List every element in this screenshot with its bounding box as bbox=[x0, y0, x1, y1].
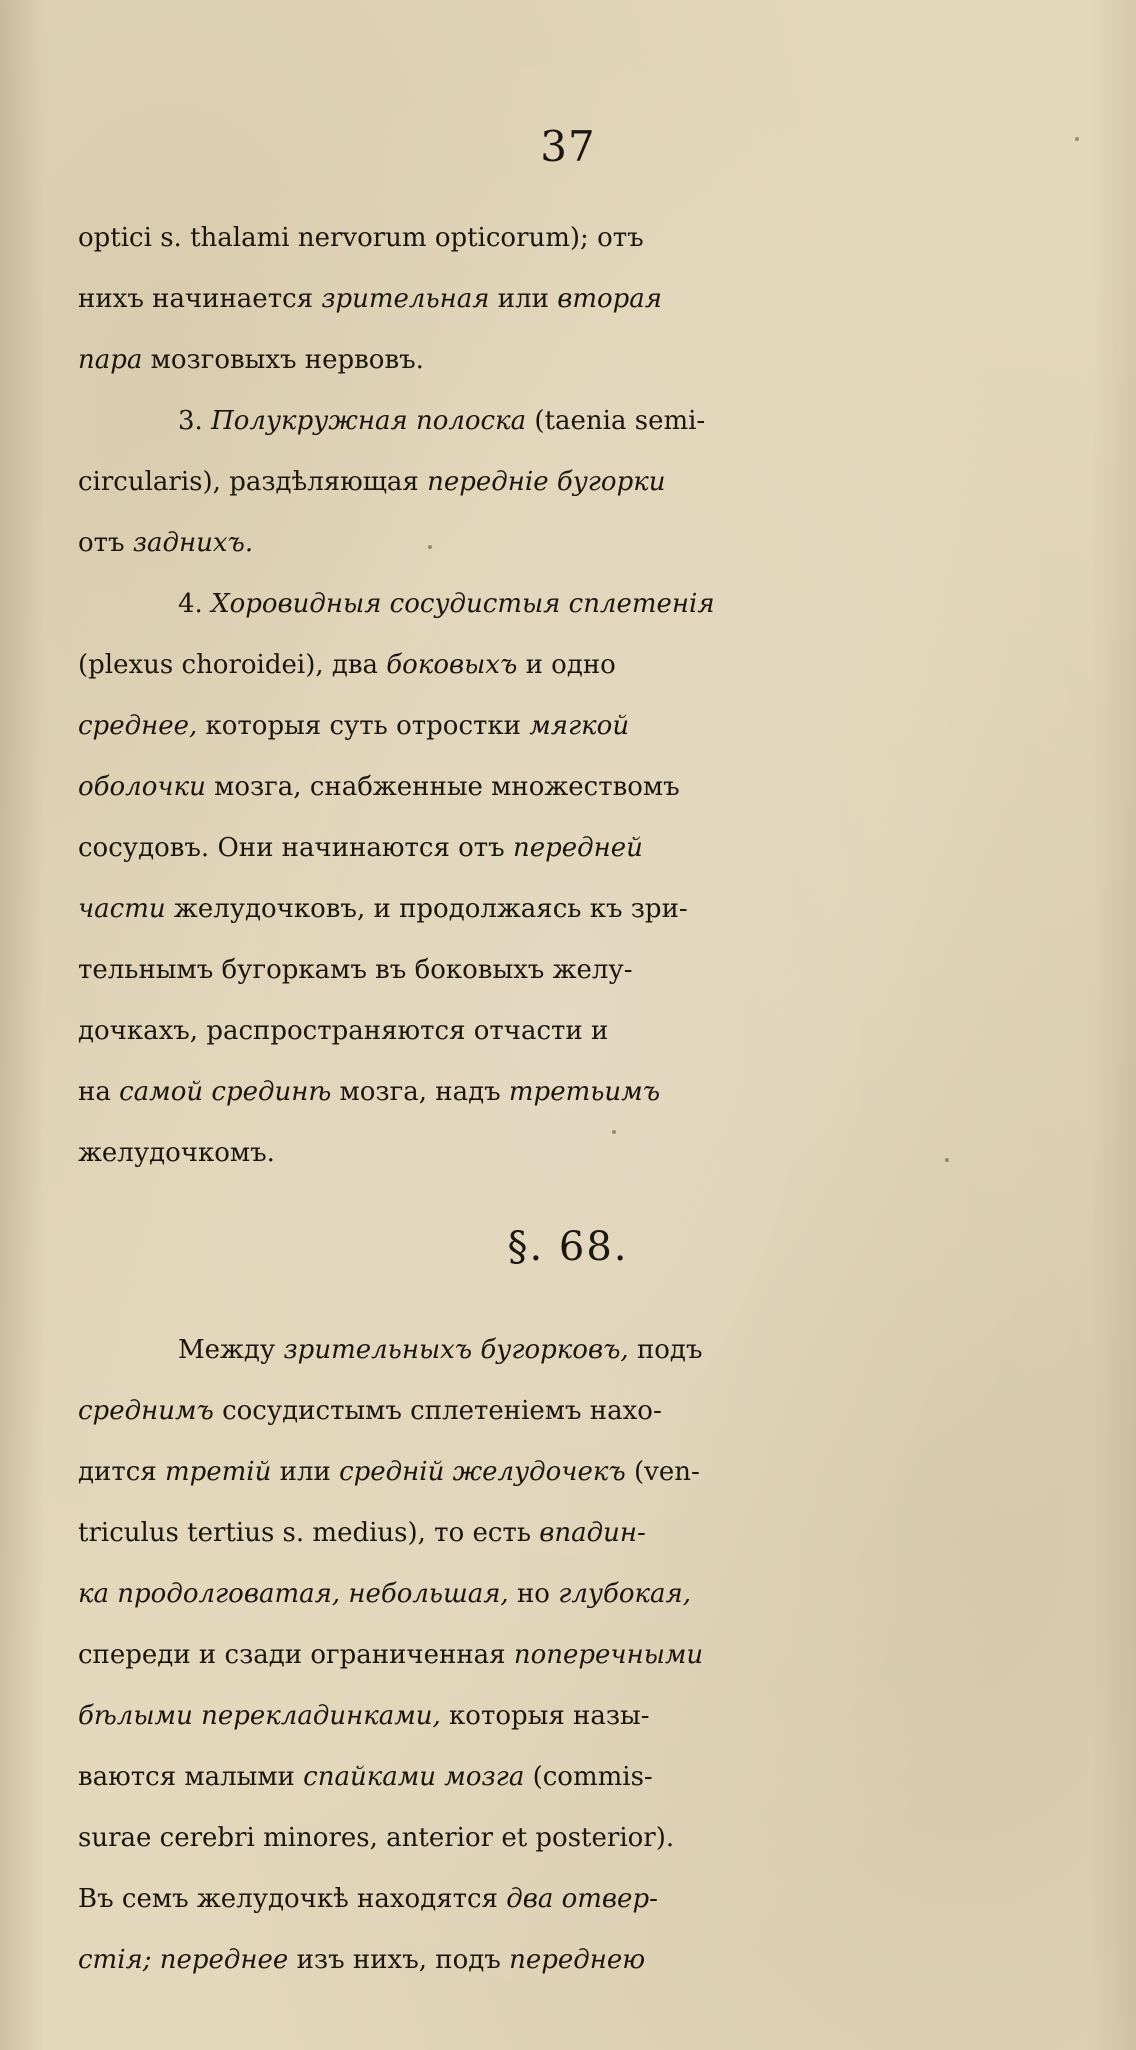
print-speck bbox=[612, 1130, 616, 1134]
text-line bbox=[78, 1686, 1128, 1747]
italic-term: Хоровидныя сосудистыя сплетенія bbox=[211, 589, 715, 619]
text-run: ваются малыми bbox=[78, 1762, 304, 1792]
text-run: дочкахъ, распространяются отчасти и bbox=[78, 1016, 609, 1046]
text-run: сосудовъ. Они начинаются отъ bbox=[78, 833, 513, 863]
text-run: отъ bbox=[78, 528, 133, 558]
italic-term: оболочки bbox=[78, 772, 206, 802]
italic-term: Полукружная полоска bbox=[211, 406, 527, 436]
top-paragraph-block bbox=[78, 208, 1128, 1184]
text-line bbox=[78, 879, 1128, 940]
text-line bbox=[78, 452, 1128, 513]
text-run: которыя суть отростки bbox=[197, 711, 530, 741]
text-line bbox=[78, 940, 1128, 1001]
text-run: но bbox=[508, 1579, 559, 1609]
italic-term: пара bbox=[78, 345, 143, 375]
text-run: или bbox=[489, 284, 558, 314]
text-run: triculus tertius s. medius), то есть bbox=[78, 1518, 540, 1548]
italic-term: стія; переднее bbox=[78, 1945, 289, 1975]
text-run: (ven- bbox=[625, 1457, 700, 1487]
text-line bbox=[78, 208, 1128, 269]
text-line bbox=[78, 635, 1128, 696]
text-run: тельнымъ бугоркамъ въ боковыхъ желу- bbox=[78, 955, 633, 985]
italic-term: передней bbox=[512, 833, 643, 863]
italic-term: третій bbox=[164, 1457, 272, 1487]
text-line bbox=[78, 818, 1128, 879]
italic-term: переднею bbox=[509, 1945, 646, 1975]
italic-term: передніе бугорки bbox=[427, 467, 666, 497]
italic-term: поперечными bbox=[513, 1640, 704, 1670]
text-run: или bbox=[271, 1457, 340, 1487]
italic-term: самой срединѣ bbox=[119, 1077, 332, 1107]
text-run: (taenia semi- bbox=[526, 406, 706, 436]
italic-term: заднихъ. bbox=[132, 528, 254, 558]
page-number: 37 bbox=[540, 122, 596, 171]
text-line bbox=[78, 1001, 1128, 1062]
print-speck bbox=[1075, 137, 1079, 141]
italic-term: зрительныхъ бугорковъ, bbox=[283, 1335, 629, 1365]
text-run: подъ bbox=[628, 1335, 703, 1365]
text-line bbox=[78, 574, 1128, 635]
text-run: и одно bbox=[517, 650, 616, 680]
italic-term: бѣлыми перекладинками, bbox=[78, 1701, 441, 1731]
text-run: сосудистымъ сплетеніемъ нахо- bbox=[213, 1396, 662, 1426]
text-line bbox=[78, 1869, 1128, 1930]
italic-term: мягкой bbox=[529, 711, 630, 741]
text-line bbox=[78, 1625, 1128, 1686]
italic-term: части bbox=[78, 894, 166, 924]
text-line bbox=[78, 513, 1128, 574]
text-run: на bbox=[78, 1077, 120, 1107]
text-line bbox=[78, 1442, 1128, 1503]
section-heading: §. 68. bbox=[507, 1224, 629, 1270]
text-run: Между bbox=[178, 1335, 284, 1365]
text-run: 3. bbox=[178, 406, 212, 436]
italic-term: третьимъ bbox=[508, 1077, 661, 1107]
italic-term: два отвер- bbox=[506, 1884, 658, 1914]
italic-term: впадин- bbox=[539, 1518, 646, 1548]
text-run: circularis), раздѣляющая bbox=[78, 467, 428, 497]
text-run: изъ нихъ, подъ bbox=[288, 1945, 510, 1975]
italic-term: средній желудочекъ bbox=[339, 1457, 626, 1487]
italic-term: боковыхъ bbox=[386, 650, 518, 680]
text-run: Въ семъ желудочкѣ находятся bbox=[78, 1884, 507, 1914]
text-line bbox=[78, 1808, 1128, 1869]
text-run: дится bbox=[78, 1457, 165, 1487]
text-run: мозга, снабженные множествомъ bbox=[205, 772, 680, 802]
text-run: которыя назы- bbox=[440, 1701, 650, 1731]
italic-term: спайками мозга bbox=[303, 1762, 525, 1792]
text-run: желудочкомъ. bbox=[78, 1138, 275, 1168]
text-line bbox=[78, 1503, 1128, 1564]
text-run: (plexus choroidei), два bbox=[78, 650, 387, 680]
italic-term: ка продолговатая, небольшая, bbox=[78, 1579, 509, 1609]
print-speck bbox=[945, 1158, 949, 1162]
text-run: (commis- bbox=[524, 1762, 653, 1792]
text-line bbox=[78, 757, 1128, 818]
text-line bbox=[78, 1123, 1128, 1184]
text-line bbox=[78, 391, 1128, 452]
italic-term: среднее, bbox=[78, 711, 198, 741]
italic-term: вторая bbox=[557, 284, 663, 314]
bottom-paragraph-block bbox=[78, 1320, 1128, 1991]
text-line bbox=[78, 1320, 1128, 1381]
print-speck bbox=[428, 545, 432, 549]
text-line bbox=[78, 1062, 1128, 1123]
text-line bbox=[78, 269, 1128, 330]
text-run: мозговыхъ нервовъ. bbox=[142, 345, 424, 375]
text-line bbox=[78, 696, 1128, 757]
text-line bbox=[78, 1747, 1128, 1808]
text-run: surae cerebri minores, anterior et posterior). bbox=[78, 1823, 675, 1853]
text-run: 4. bbox=[178, 589, 212, 619]
text-line bbox=[78, 1564, 1128, 1625]
text-run: спереди и сзади ограниченная bbox=[78, 1640, 514, 1670]
text-run: optici s. thalami nervorum opticorum); отъ bbox=[78, 223, 644, 253]
text-line bbox=[78, 1930, 1128, 1991]
text-run: нихъ начинается bbox=[78, 284, 322, 314]
text-run: желудочковъ, и продолжаясь къ зри- bbox=[165, 894, 688, 924]
italic-term: среднимъ bbox=[78, 1396, 214, 1426]
italic-term: глубокая, bbox=[558, 1579, 692, 1609]
text-line bbox=[78, 1381, 1128, 1442]
italic-term: зрительная bbox=[321, 284, 490, 314]
text-line bbox=[78, 330, 1128, 391]
text-run: мозга, надъ bbox=[331, 1077, 509, 1107]
